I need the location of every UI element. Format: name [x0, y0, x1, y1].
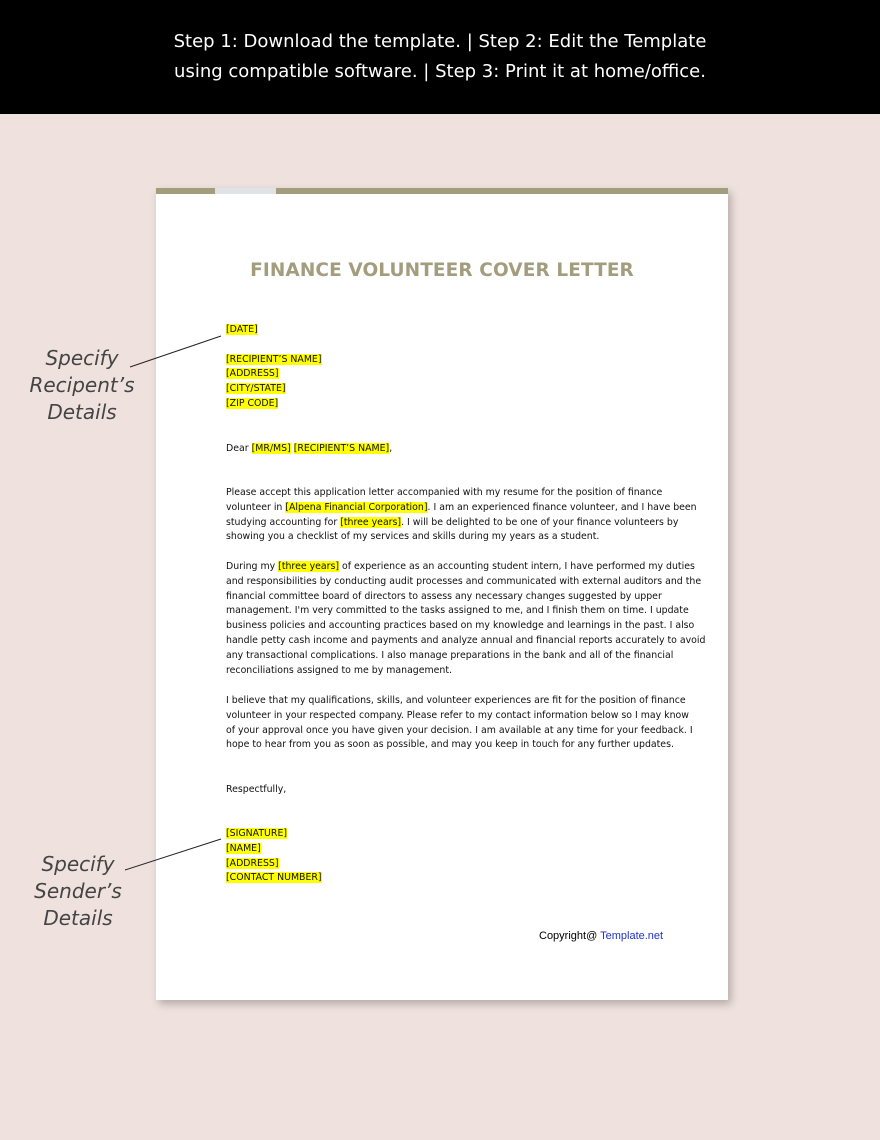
banner-line-2: using compatible software. | Step 3: Print it at home/office.	[174, 61, 706, 82]
p1-text: volunteer in	[226, 501, 286, 513]
annotation-line: Details	[47, 400, 117, 424]
p2-line: management. I'm very committed to the tasks assigned to me, and I finish them on time. I update	[226, 605, 689, 617]
contact-number-placeholder[interactable]: [CONTACT NUMBER]	[226, 872, 322, 884]
p1-text: . I am an experienced finance volunteer, and I have been	[427, 501, 697, 513]
p3-line: of your approval once you have given your decision. I am available at any time for your feedback. I	[226, 724, 693, 736]
closing-text: Respectfully,	[226, 784, 287, 795]
annotation-line: Specify	[41, 852, 115, 876]
date-placeholder[interactable]: [DATE]	[226, 324, 258, 335]
recipient-address-placeholder[interactable]: [ADDRESS]	[226, 368, 279, 380]
years-placeholder[interactable]: [three years]	[340, 516, 402, 528]
recipient-city-placeholder[interactable]: [CITY/STATE]	[226, 383, 286, 395]
p2-text: of experience as an accounting student intern, I have performed my duties	[339, 561, 695, 572]
sender-address-placeholder[interactable]: [ADDRESS]	[226, 857, 279, 869]
template-net-link[interactable]: Template.net	[600, 930, 664, 942]
annotation-line: Details	[43, 906, 113, 930]
annotation-line: Sender’s	[34, 879, 122, 903]
p2-line: handle petty cash income and payments and analyze annual and financial reports accurately to avoid	[226, 634, 706, 646]
sender-name-placeholder[interactable]: [NAME]	[226, 842, 261, 854]
p2-text: During my	[226, 561, 279, 572]
p1-line: showing you a checklist of my services and skills during my years as a student.	[226, 531, 600, 543]
p2-line: business policies and accounting practices based on my knowledge and learnings in the past. I also	[226, 620, 695, 632]
p2-line: reconciliations assigned to me by management.	[226, 664, 453, 676]
copyright-prefix: Copyright@	[539, 930, 601, 942]
p2-line: any transactional complications. I also manage preparations in the bank and all of the financial	[226, 649, 674, 661]
signature-placeholder[interactable]: [SIGNATURE]	[226, 828, 288, 839]
greeting-name-placeholder[interactable]: [RECIPIENT’S NAME]	[293, 443, 390, 454]
recipient-name-placeholder[interactable]: [RECIPIENT’S NAME]	[226, 353, 322, 365]
recipient-zip-placeholder[interactable]: [ZIP CODE]	[226, 397, 279, 409]
annotation-line: Specify	[45, 346, 119, 370]
recipient-pointer-line	[130, 336, 221, 367]
greeting-prefix: Dear	[226, 443, 252, 454]
p1-line: Please accept this application letter accompanied with my resume for the position of finance	[226, 487, 663, 498]
company-placeholder[interactable]: [Alpena Financial Corporation]	[285, 501, 428, 513]
p2-line: and responsibilities by conducting audit processes and communicated with external auditors and the	[226, 575, 702, 587]
sender-pointer-line	[125, 839, 221, 870]
p3-line: volunteer in your respected company. Please refer to my contact information below so I may know	[226, 709, 689, 721]
p3-line: I believe that my qualifications, skills, and volunteer experiences are fit for the position of finance	[226, 695, 686, 706]
annotation-line: Recipent’s	[29, 373, 135, 397]
document-title: FINANCE VOLUNTEER COVER LETTER	[250, 260, 634, 281]
greeting-title-placeholder[interactable]: [MR/MS]	[251, 443, 291, 454]
p3-line: hope to hear from you as soon as possible, and may you keep in touch for any further updates.	[226, 739, 674, 751]
p1-text: . I will be delighted to be one of your finance volunteers by	[401, 516, 679, 528]
p2-line: financial committee board of directors to assess any necessary changes suggested by upper	[226, 590, 662, 602]
years-placeholder[interactable]: [three years]	[278, 561, 340, 572]
banner-line-1: Step 1: Download the template. | Step 2: Edit the Template	[173, 31, 707, 52]
greeting-suffix: ,	[389, 443, 393, 454]
p1-text: studying accounting for	[226, 516, 341, 528]
